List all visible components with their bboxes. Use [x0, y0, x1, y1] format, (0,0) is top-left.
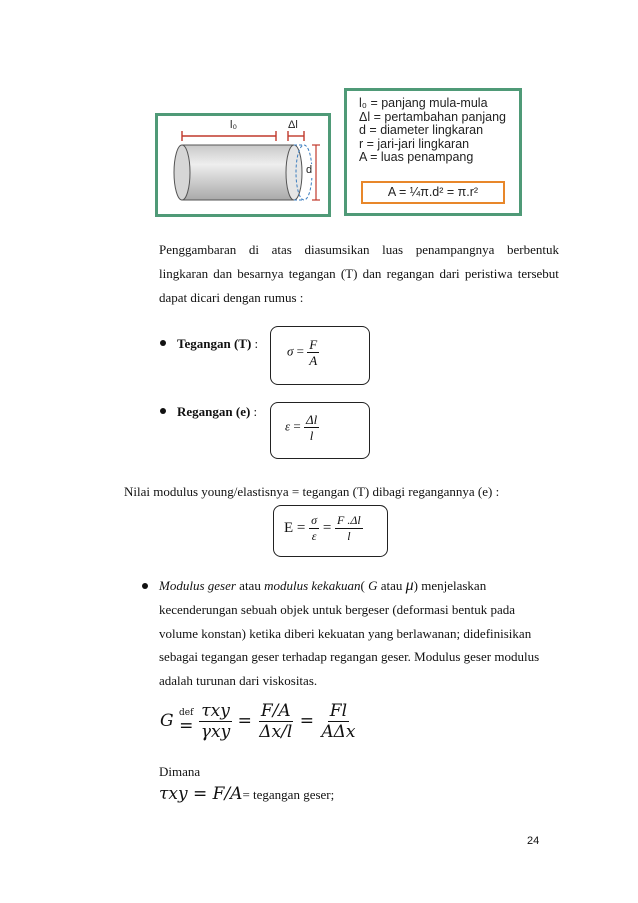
- paragraph1-line3: dapat dicari dengan rumus :: [159, 290, 304, 305]
- modulus-formula: E = $\frac{\sigma}{\varepsilon}$ = $\frac{F .\Delta l}{l}$: [284, 513, 361, 543]
- regangan-formula: ε = $\frac{\Delta l}{l}$: [285, 412, 318, 443]
- cylinder-illustration: [158, 116, 328, 214]
- area-formula: A = ¼π.d² = π.r²: [361, 181, 505, 204]
- legend-item: Δl = pertambahan panjang: [359, 109, 506, 124]
- bullet: [160, 340, 166, 346]
- dimana-row: [159, 784, 334, 804]
- dimana-label: Dimana: [159, 764, 201, 779]
- dimana-text: = tegangan geser;: [242, 787, 335, 802]
- page-number: 24: [527, 835, 540, 847]
- legend-item: l₀ = panjang mula-mula: [359, 96, 488, 110]
- shear-line2: kecenderungan sebuah objek untuk bergeser (deformasi bentuk pada: [159, 602, 516, 617]
- tegangan-formula: σ = $\frac{F}{A}$: [287, 337, 318, 368]
- dimana-formula: τxy = F/A: [159, 784, 243, 804]
- shear-line4: sebagai tegangan geser terhadap regangan geser. Modulus geser modulus: [159, 649, 540, 664]
- legend-item: r = jari-jari lingkaran: [359, 136, 470, 151]
- shear-line5: adalah turunan dari viskositas.: [159, 673, 318, 688]
- bullet: [160, 408, 166, 414]
- regangan-label-row: Regangan (e) :: [177, 404, 258, 419]
- paragraph1-line2: lingkaran dan besarnya tegangan (T) dan regangan dari peristiwa tersebut: [159, 266, 559, 281]
- shear-formula: G def = $\frac{\text{τxy}}{\text{γxy}}$ = $\frac{F/A}{\Delta x/l}$ = $\frac{Fl}{\text{AΔx}}$: [160, 701, 356, 742]
- cylinder-figure: [155, 113, 331, 217]
- regangan-label: Regangan (e): [177, 404, 251, 419]
- modulus-formula-box: [273, 505, 388, 557]
- delta-length-label: Δl: [288, 119, 298, 131]
- bullet: [142, 583, 148, 589]
- tegangan-label: Tegangan (T): [177, 336, 252, 351]
- modulus-sentence: Nilai modulus young/elastisnya = tegangan (T) dibagi regangannya (e) :: [124, 484, 500, 499]
- paragraph1-line1: Penggambaran di atas diasumsikan luas penampangnya berbentuk: [159, 242, 559, 257]
- shear-line1: Modulus geser atau modulus kekakuan( G atau μ) menjelaskan: [159, 577, 487, 594]
- diameter-label: d: [306, 164, 313, 176]
- shear-line3: volume konstan) ketika diberi kekuatan yang berlawanan; didefinisikan: [159, 626, 532, 641]
- length-label: l₀: [230, 119, 238, 131]
- tegangan-formula-box: [270, 326, 370, 385]
- legend-list: [359, 97, 506, 165]
- legend-item: A = luas penampang: [359, 150, 474, 165]
- legend-figure: [344, 88, 522, 216]
- cylinder-body: [182, 145, 294, 200]
- tegangan-label-row: Tegangan (T) :: [177, 336, 259, 351]
- regangan-formula-box: [270, 402, 370, 459]
- legend-item: d = diameter lingkaran: [359, 123, 484, 138]
